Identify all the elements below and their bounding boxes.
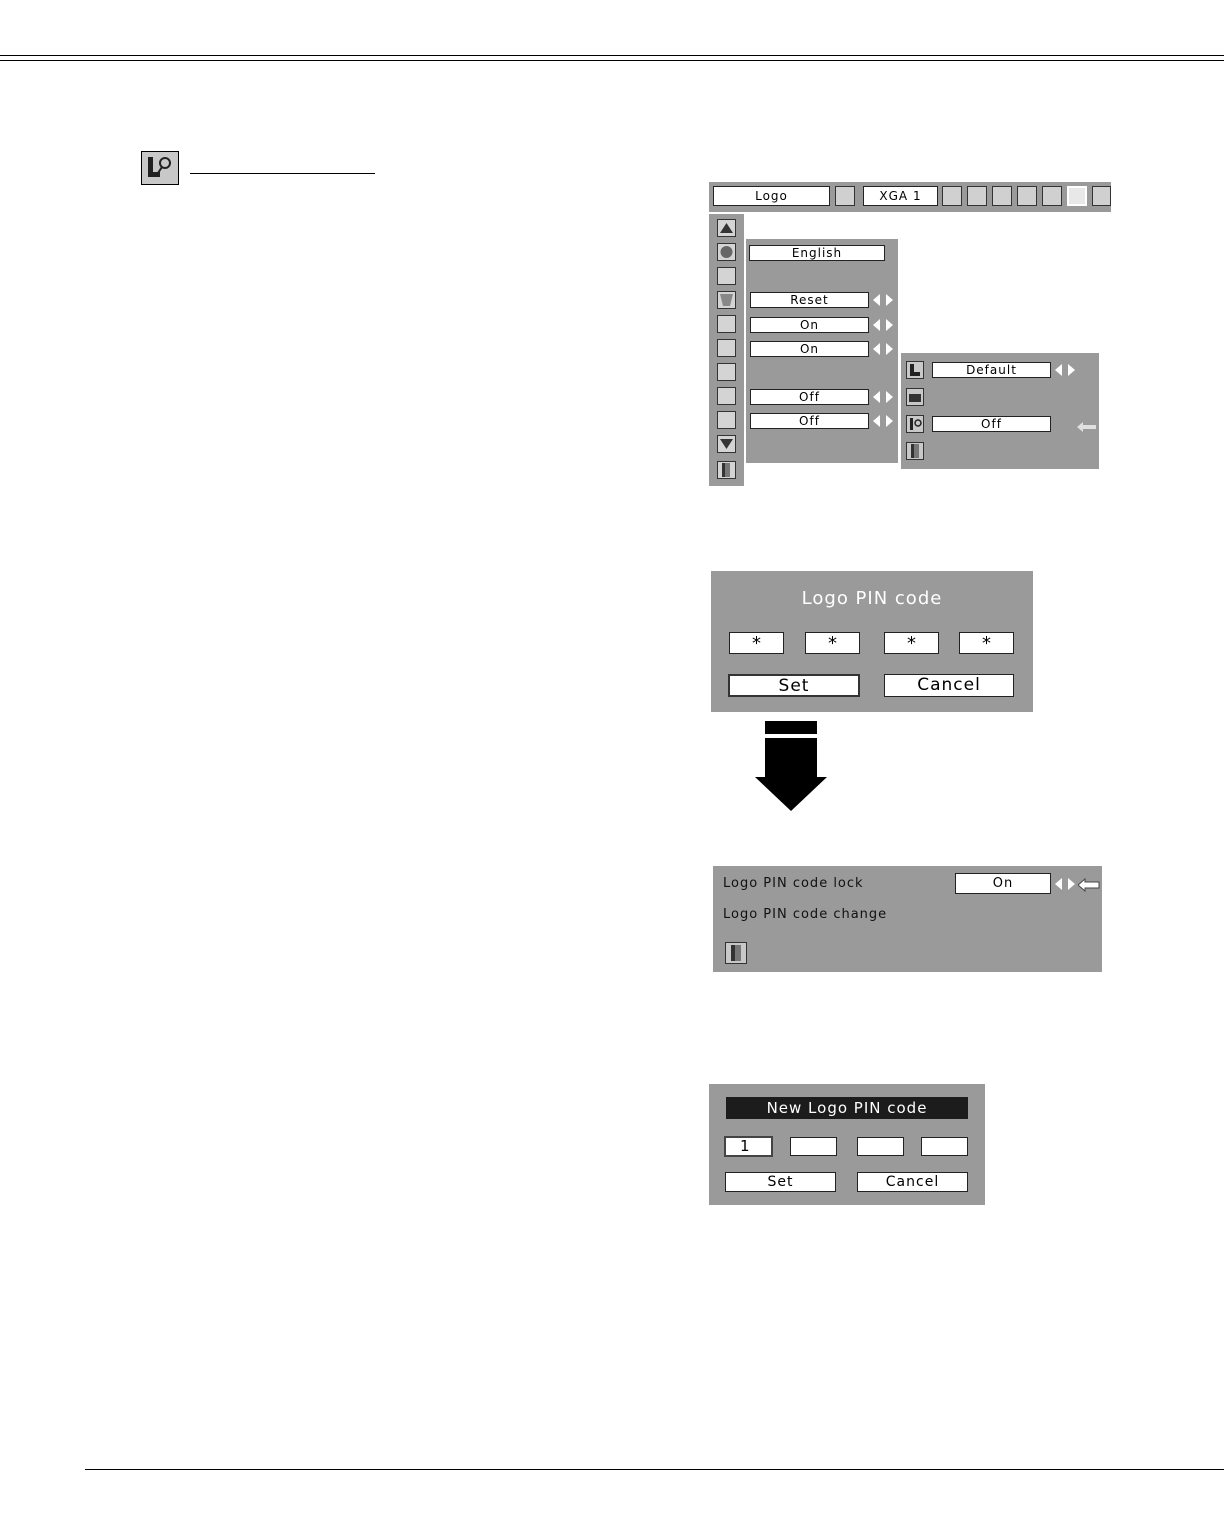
- logo-select-icon[interactable]: [906, 361, 924, 379]
- new-pin-digit-field[interactable]: [921, 1137, 968, 1156]
- cancel-button[interactable]: Cancel: [857, 1172, 968, 1192]
- left-right-arrows-icon[interactable]: [873, 343, 895, 355]
- image-select-icon[interactable]: [967, 186, 987, 206]
- display-icon[interactable]: [717, 339, 736, 357]
- option-4-value[interactable]: Off: [750, 413, 869, 429]
- pin-digit-field[interactable]: *: [884, 632, 939, 654]
- language-value[interactable]: English: [749, 245, 885, 261]
- header-rule: [0, 55, 1224, 56]
- new-logo-pin-code-dialog: [709, 1084, 985, 1205]
- pin-digit-field[interactable]: *: [805, 632, 860, 654]
- auto-setup-icon[interactable]: [717, 267, 736, 285]
- left-right-arrows-icon[interactable]: [873, 319, 895, 331]
- dialog-title: Logo PIN code: [801, 588, 943, 609]
- change-label[interactable]: Logo PIN code change: [723, 907, 888, 922]
- setting-options-panel: [746, 239, 898, 463]
- left-right-arrows-icon[interactable]: [1055, 364, 1077, 376]
- header-rule-secondary: [0, 60, 1224, 61]
- logo-pin-lock-icon[interactable]: [906, 415, 924, 433]
- setting-icon[interactable]: [1067, 186, 1087, 206]
- capture-icon[interactable]: [906, 388, 924, 406]
- logo-icon[interactable]: [717, 363, 736, 381]
- computer-input-icon[interactable]: [942, 186, 962, 206]
- pin-digit-field[interactable]: *: [729, 632, 784, 654]
- projector-menu-icon[interactable]: [835, 186, 855, 206]
- ceiling-icon[interactable]: [717, 387, 736, 405]
- menu-top-bar: [709, 182, 1111, 212]
- left-right-arrows-icon[interactable]: [1055, 878, 1077, 890]
- keystone-icon[interactable]: [717, 291, 736, 309]
- footer-rule: [85, 1469, 1224, 1470]
- lock-label: Logo PIN code lock: [723, 876, 864, 891]
- language-icon[interactable]: [717, 243, 736, 261]
- down-arrow-icon: [753, 721, 829, 816]
- left-right-arrows-icon[interactable]: [873, 391, 895, 403]
- pointer-arrow-icon: [1078, 877, 1100, 896]
- exit-icon[interactable]: [725, 942, 747, 964]
- screen-icon[interactable]: [1017, 186, 1037, 206]
- left-right-arrows-icon[interactable]: [873, 415, 895, 427]
- logo-pin-lock-value[interactable]: Off: [932, 416, 1051, 432]
- left-right-arrows-icon[interactable]: [873, 294, 895, 306]
- scroll-up-icon[interactable]: [717, 219, 736, 237]
- lock-value[interactable]: On: [955, 873, 1051, 894]
- new-pin-digit-field[interactable]: [790, 1137, 837, 1156]
- dialog-title: New Logo PIN code: [726, 1097, 968, 1119]
- menu-sidebar: [709, 214, 744, 486]
- heading-underline: [190, 173, 375, 174]
- new-pin-digit-field[interactable]: 1: [724, 1136, 773, 1157]
- set-button[interactable]: Set: [728, 674, 860, 697]
- logo-submenu-panel: [901, 353, 1099, 469]
- background-icon[interactable]: [717, 315, 736, 333]
- exit-icon[interactable]: [906, 442, 924, 460]
- set-button[interactable]: Set: [725, 1172, 836, 1192]
- sound-icon[interactable]: [1042, 186, 1062, 206]
- new-pin-digit-field[interactable]: [857, 1137, 904, 1156]
- cancel-button[interactable]: Cancel: [884, 674, 1014, 697]
- logo-pin-lock-icon: [141, 151, 179, 185]
- scroll-down-icon[interactable]: [717, 435, 736, 453]
- logo-select-value[interactable]: Default: [932, 362, 1051, 378]
- input-signal-display: XGA 1: [863, 186, 938, 206]
- option-3-value[interactable]: Off: [750, 389, 869, 405]
- menu-name-display: Logo: [713, 186, 830, 206]
- logo-pin-code-dialog: [711, 571, 1033, 712]
- rear-icon[interactable]: [717, 411, 736, 429]
- pointer-arrow-icon: [1077, 418, 1097, 437]
- option-2-value[interactable]: On: [750, 341, 869, 357]
- pin-digit-field[interactable]: *: [959, 632, 1014, 654]
- option-1-value[interactable]: On: [750, 317, 869, 333]
- reset-value[interactable]: Reset: [750, 292, 869, 308]
- image-adjust-icon[interactable]: [992, 186, 1012, 206]
- information-icon[interactable]: [1092, 186, 1111, 206]
- exit-icon[interactable]: [717, 461, 736, 479]
- logo-pin-code-lock-panel: [713, 866, 1102, 972]
